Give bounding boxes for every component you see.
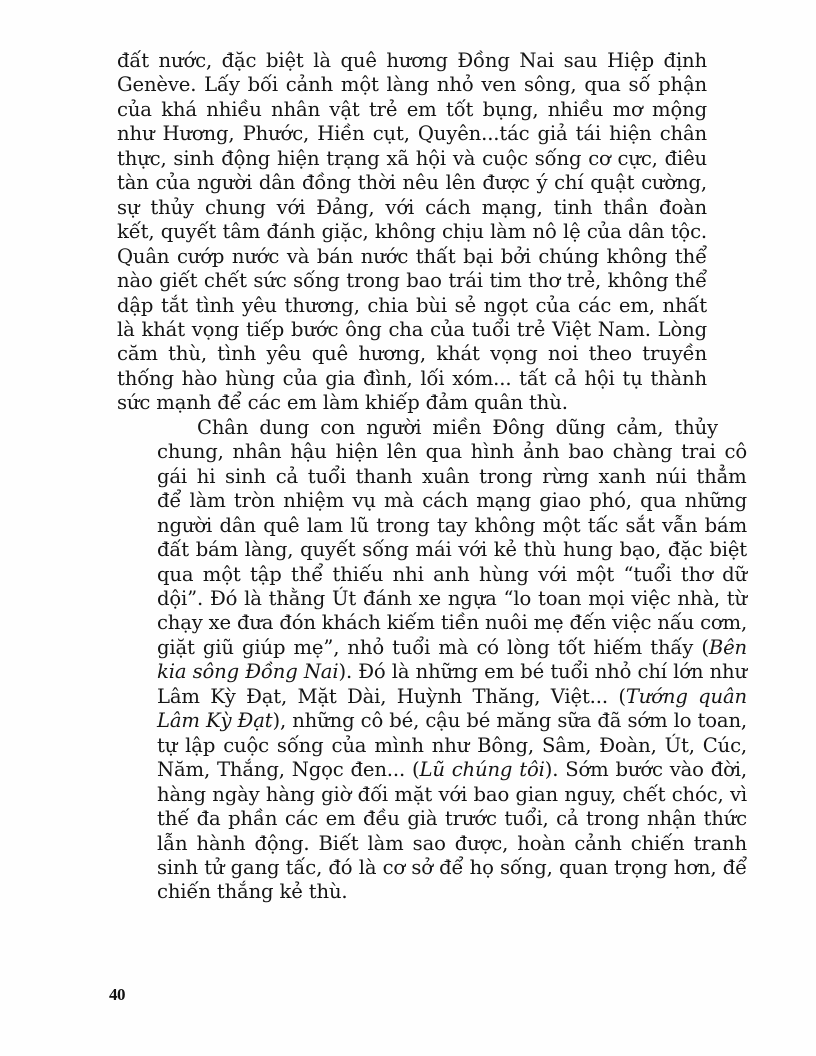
text-segment: lẫn hành động. Biết làm sao được, hoàn cảnh chiến tranh [157,831,747,855]
text-line [117,709,747,733]
text-line [117,220,707,244]
text-segment: thực, sinh động hiện trạng xã hội và cuộc sống cơ cực, điêu [117,146,707,170]
italic-title: Lũ chúng tôi [419,758,545,782]
text-line [117,660,747,684]
text-line [117,269,707,293]
text-line [117,782,747,807]
text-segment: dội”. Đó là thằng Út đánh xe ngựa “lo toan mọi việc nhà, từ [157,586,747,610]
text-line [117,831,747,856]
text-line [117,684,747,709]
text-line [117,489,747,513]
text-line [117,196,707,220]
text-line [117,391,707,415]
text-segment: Năm, Thắng, Ngọc đen... ( [157,758,420,782]
text-segment: Genève. Lấy bối cảnh một làng nhỏ ven sông, qua số phận [117,73,707,97]
text-line [117,367,707,391]
text-line [117,245,707,269]
text-line [117,758,747,782]
text-segment: đất nước, đặc biệt là quê hương Đồng Nai sau Hiệp định [117,49,707,72]
text-line [117,807,747,831]
text-segment: của khá nhiều nhân vật trẻ em tốt bụng, nhiều mơ mộng [117,97,707,121]
text-line [117,635,747,660]
text-line [117,562,747,587]
italic-title: Bên [708,635,747,659]
text-line [117,586,747,611]
text-segment: đất bám làng, quyết sống mái với kẻ thù hung bạo, đặc biệt [157,538,747,562]
text-segment: thế đa phần các em đều già trước tuổi, cả trong nhận thức [157,807,747,831]
text-segment: tự lập cuộc sống của mình như Bông, Sâm, Đoàn, Út, Cúc, [157,733,747,757]
text-segment: tàn của người dân đồng thời nêu lên được ý chí quật cường, [117,171,707,195]
text-line [117,855,747,880]
text-line [117,122,707,146]
text-line [117,49,707,73]
text-segment: Chân dung con người miền Đông dũng cảm, thủy [197,415,718,439]
text-line [117,73,707,97]
italic-title: kia sông Đồng Nai [157,660,339,684]
text-line [117,294,707,318]
text-segment: nào giết chết sức sống trong bao trái tim thơ trẻ, không thể [117,269,707,293]
paragraph [117,49,707,416]
text-line [117,440,747,464]
page-number: 40 [109,985,125,1004]
text-segment: sinh tử gang tấc, đó là cơ sở để họ sống, quan trọng hơn, để [157,855,747,879]
body-text [117,49,747,905]
text-line [117,147,707,171]
text-segment: chạy xe đưa đón khách kiếm tiền nuôi mẹ đến việc nấu cơm, [157,611,747,635]
text-segment: ). Đó là những em bé tuổi nhỏ chí lớn như [338,660,747,684]
text-segment: thống hào hùng của gia đình, lối xóm... tất cả hội tụ thành [117,366,707,390]
text-segment: như Hương, Phước, Hiền cụt, Quyên...tác giả tái hiện chân [117,122,707,146]
italic-title: Lâm Kỳ Đạt [157,709,273,733]
text-line [117,538,747,562]
text-line [117,464,747,489]
text-segment: hàng ngày hàng giờ đối mặt với bao gian nguy, chết chóc, vì [157,782,747,806]
text-segment: để làm tròn nhiệm vụ mà cách mạng giao phó, qua những [157,489,747,513]
text-line [117,98,707,122]
text-segment: chiến thắng kẻ thù. [157,880,348,904]
text-segment: ), những cô bé, cậu bé măng sữa đã sớm lo toan, [272,709,747,733]
text-segment: sự thủy chung với Đảng, với cách mạng, tinh thần đoàn [117,195,707,219]
text-line [117,171,707,195]
text-segment: Quân cướp nước và bán nước thất bại bởi chúng không thể [117,244,707,268]
text-segment: sức mạnh để các em làm khiếp đảm quân thù. [117,391,568,415]
text-segment: chung, nhân hậu hiện lên qua hình ảnh bao chàng trai cô [157,440,747,464]
italic-title: Tướng quân [625,684,747,708]
text-segment: qua một tập thể thiếu nhi anh hùng với một “tuổi thơ dữ [157,562,747,586]
paragraph [117,415,747,905]
text-segment: căm thù, tình yêu quê hương, khát vọng noi theo truyền [117,342,707,366]
text-segment: kết, quyết tâm đánh giặc, không chịu làm nô lệ của dân tộc. [117,220,707,244]
text-segment: gái hi sinh cả tuổi thanh xuân trong rừng xanh núi thẳm [157,464,747,488]
text-line [117,342,707,366]
text-line [117,733,747,758]
text-segment: dập tắt tình yêu thương, chia bùi sẻ ngọt của các em, nhất [117,293,707,317]
text-segment: người dân quê lam lũ trong tay không một tấc sắt vẫn bám [157,513,747,537]
text-line [117,880,707,904]
text-line [117,513,747,538]
text-segment: giặt giũ giúp mẹ”, nhỏ tuổi mà có lòng tốt hiếm thấy ( [157,635,709,659]
text-segment: là khát vọng tiếp bước ông cha của tuổi trẻ Việt Nam. Lòng [117,317,707,341]
text-line [117,318,707,342]
text-segment: Lâm Kỳ Đạt, Mặt Dài, Huỳnh Thăng, Việt... ( [157,684,626,708]
text-segment: ). Sớm bước vào đời, [544,758,747,782]
text-line [117,415,718,440]
text-line [117,611,747,635]
